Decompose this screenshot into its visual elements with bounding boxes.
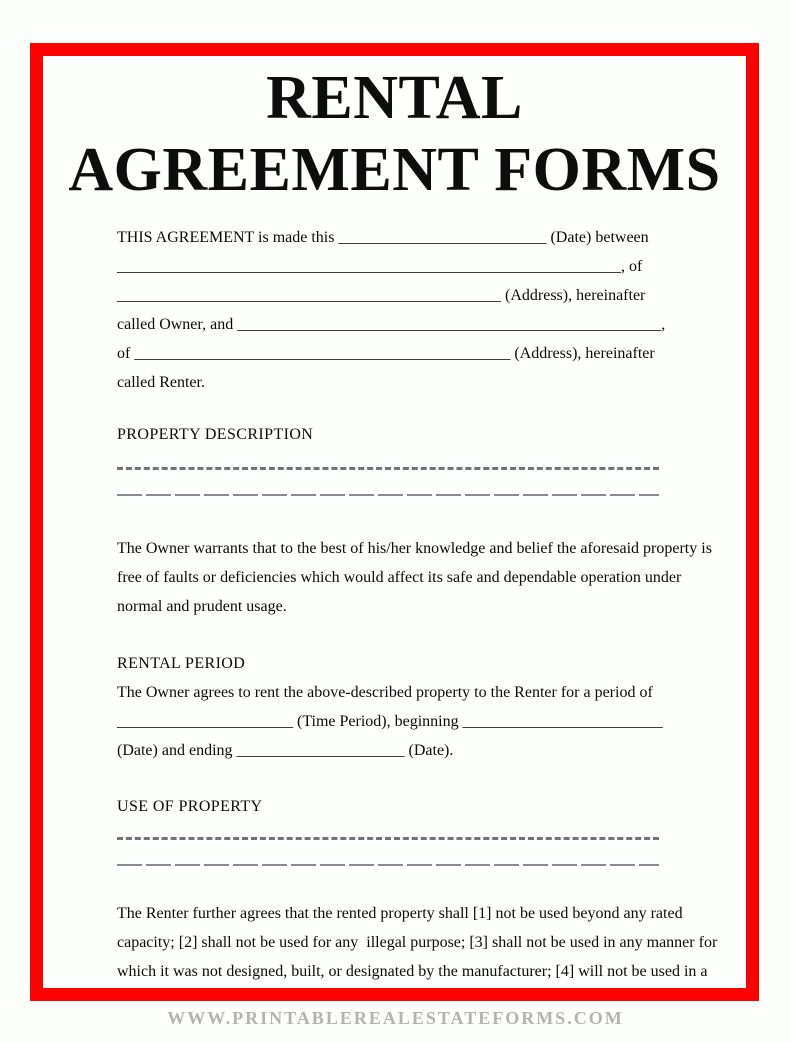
text-line: which it was not designed, built, or designated by the manufacturer; [4] will not be used in a xyxy=(117,963,708,980)
text-line: THIS AGREEMENT is made this __________________________ (Date) between xyxy=(117,229,649,246)
red-border-frame xyxy=(30,43,759,1001)
agreement-intro-paragraph xyxy=(117,223,677,397)
rental-period-paragraph xyxy=(117,678,677,765)
text-line: The Renter further agrees that the rented property shall [1] not be used beyond any rated xyxy=(117,905,683,922)
form-title-line1: RENTAL xyxy=(266,64,523,132)
text-line: The Owner agrees to rent the above-described property to the Renter for a period of xyxy=(117,684,653,701)
text-line: normal and prudent usage. xyxy=(117,598,287,615)
section-heading-property-description: PROPERTY DESCRIPTION xyxy=(117,426,314,443)
renter-terms-paragraph xyxy=(117,899,718,986)
form-title-line2: AGREEMENT FORMS xyxy=(68,136,721,204)
text-line: of _______________________________________________ (Address), hereinafter xyxy=(117,345,655,362)
text-line: The Owner warrants that to the best of his/her knowledge and belief the aforesaid property is xyxy=(117,540,712,557)
form-title xyxy=(43,62,746,206)
fill-in-blank-line xyxy=(117,840,659,866)
text-line: _______________________________________________________________, of xyxy=(117,258,643,275)
owner-warranty-paragraph xyxy=(117,534,712,621)
section-heading-use-of-property: USE OF PROPERTY xyxy=(117,798,263,815)
text-line: ________________________________________________ (Address), hereinafter xyxy=(117,287,646,304)
text-line: called Renter. xyxy=(117,374,205,391)
watermark-url: WWW.PRINTABLEREALESTATEFORMS.COM xyxy=(167,1008,624,1028)
document-body xyxy=(117,223,718,986)
fill-in-blank-line xyxy=(117,821,659,840)
text-line: free of faults or deficiencies which would affect its safe and dependable operation under xyxy=(117,569,682,586)
fill-in-blank-line xyxy=(117,470,659,496)
text-line: ______________________ (Time Period), beginning _________________________ xyxy=(117,713,663,730)
fill-in-blank-line xyxy=(117,449,659,470)
section-heading-rental-period: RENTAL PERIOD xyxy=(117,655,246,672)
text-line: capacity; [2] shall not be used for any illegal purpose; [3] shall not be used in any manner for xyxy=(117,934,718,951)
text-line: (Date) and ending _____________________ (Date). xyxy=(117,742,454,759)
text-line: called Owner, and _____________________________________________________, xyxy=(117,316,666,333)
